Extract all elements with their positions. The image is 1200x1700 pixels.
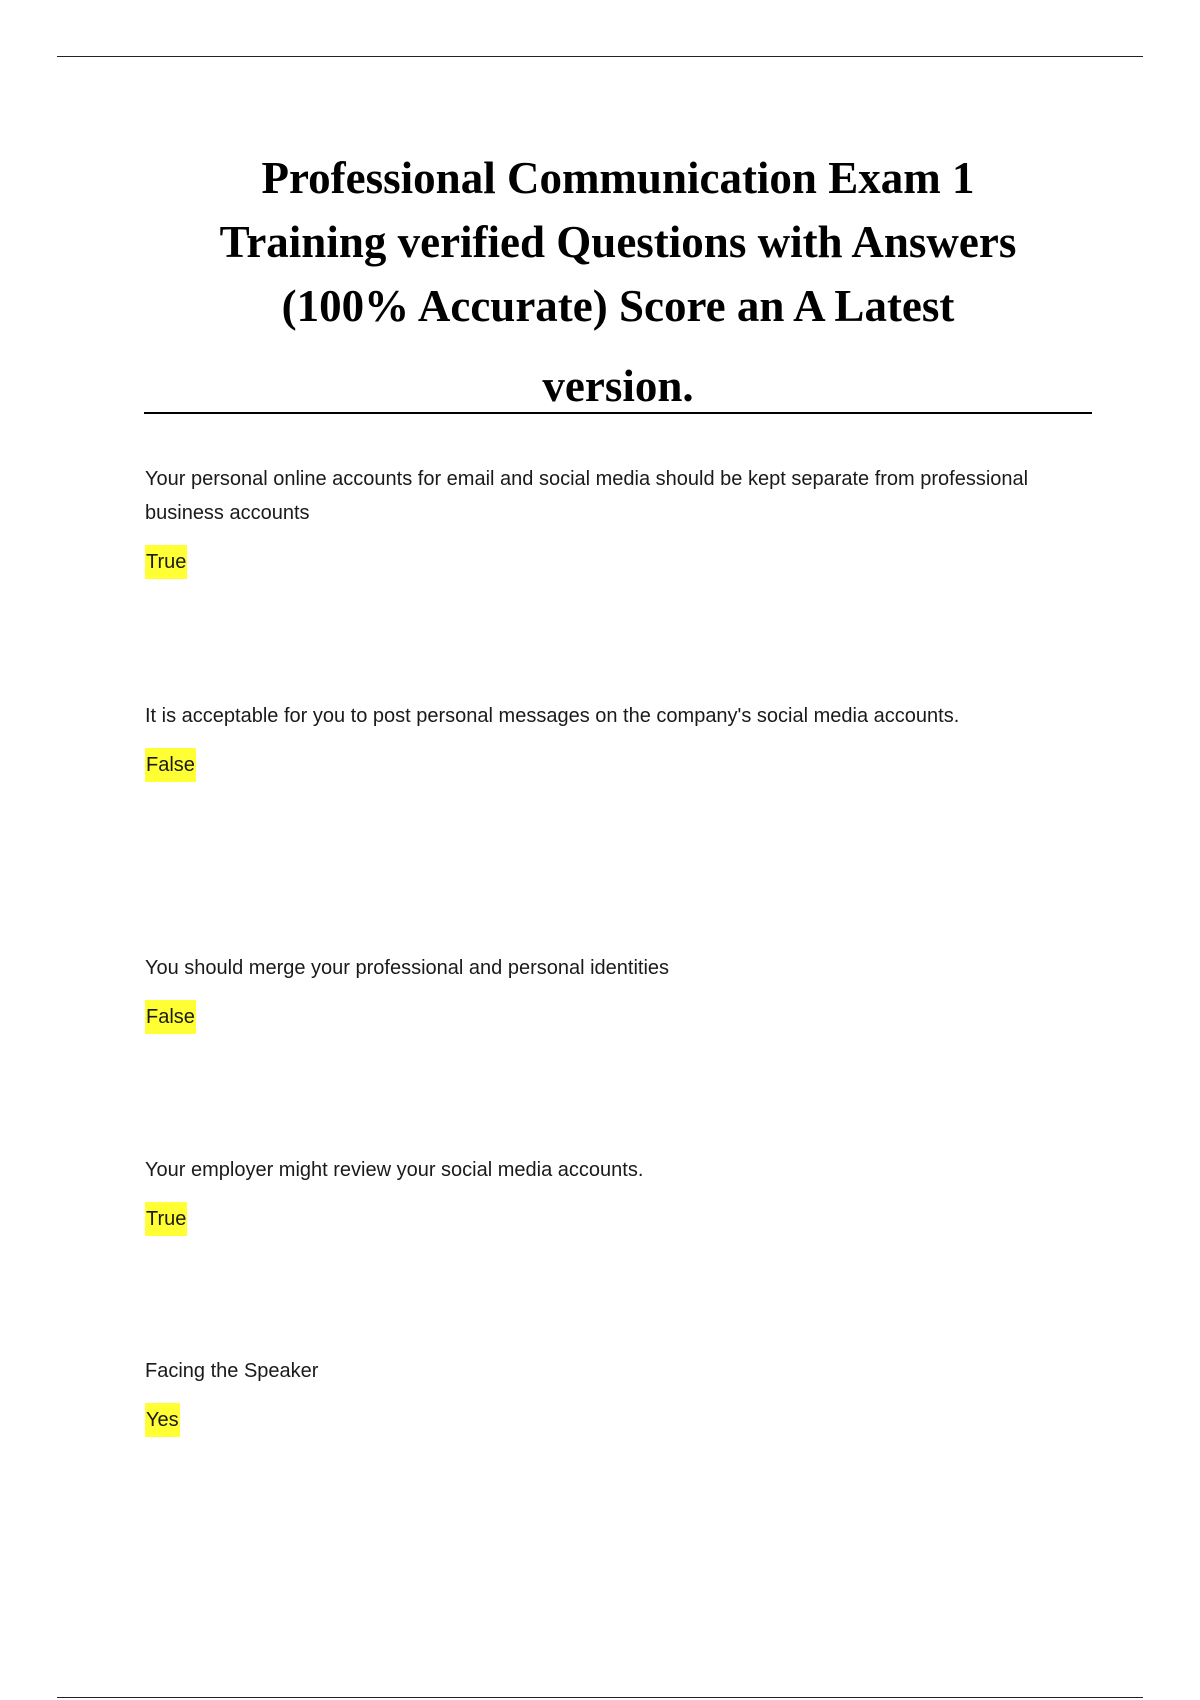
question-text: Your employer might review your social media accounts. bbox=[145, 1159, 644, 1181]
answer-highlight: Yes bbox=[145, 1403, 180, 1437]
question-text: Your personal online accounts for email and social media should be kept separate from professional business accounts bbox=[145, 468, 1029, 524]
answer-highlight: False bbox=[145, 748, 196, 782]
title-line-3: (100% Accurate) Score an A Latest bbox=[281, 281, 955, 331]
answer-highlight: True bbox=[145, 545, 187, 579]
question-text: It is acceptable for you to post personal messages on the company's social media accounts. bbox=[145, 705, 960, 727]
qa-item-4 bbox=[145, 1153, 1065, 1238]
question-text: You should merge your professional and personal identities bbox=[145, 957, 670, 979]
question-text: Facing the Speaker bbox=[145, 1360, 319, 1382]
answer-highlight: False bbox=[145, 1000, 196, 1034]
page-bottom-rule bbox=[57, 1697, 1143, 1698]
document-title bbox=[144, 146, 1092, 418]
qa-item-3 bbox=[145, 951, 1065, 1036]
qa-item-1 bbox=[145, 462, 1065, 581]
answer-highlight: True bbox=[145, 1202, 187, 1236]
title-line-1: Professional Communication Exam 1 bbox=[261, 153, 975, 203]
qa-item-2 bbox=[145, 699, 1065, 784]
title-line-4: version. bbox=[542, 361, 694, 411]
title-line-2: Training verified Questions with Answers bbox=[219, 217, 1017, 267]
page-top-rule bbox=[57, 56, 1143, 57]
qa-item-5 bbox=[145, 1354, 1065, 1439]
title-underline bbox=[144, 412, 1092, 414]
